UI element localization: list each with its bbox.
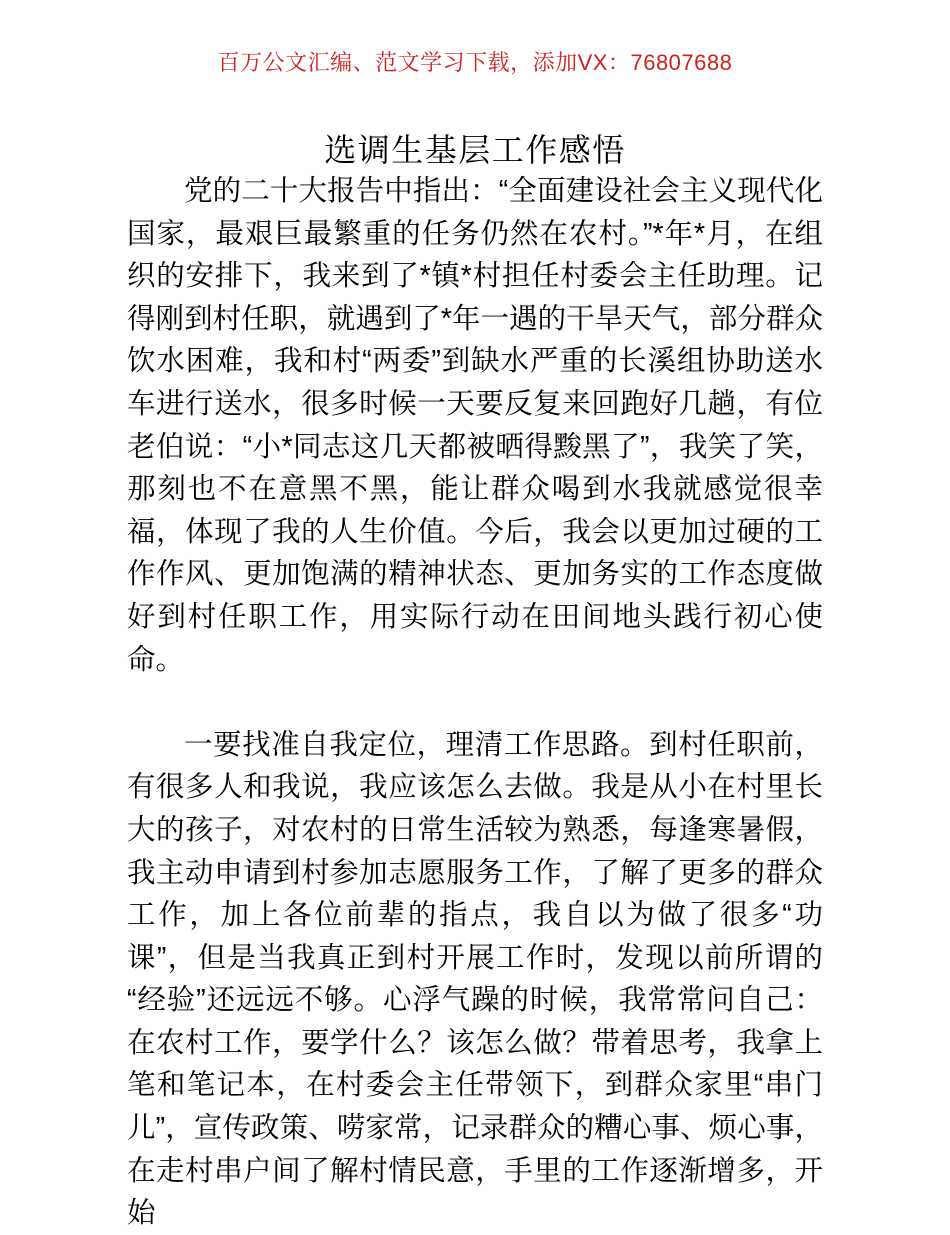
document-body	[127, 170, 823, 1235]
page-title: 选调生基层工作感悟	[324, 132, 626, 169]
promo-header-text: 百万公文汇编、范文学习下载，添加VX：76807688	[217, 50, 733, 75]
body-paragraph: 一要找准自我定位，理清工作思路。到村任职前，有很多人和我说，我应该怎么去做。我是从小在村里长大的孩子，对农村的日常生活较为熟悉，每逢寒暑假，我主动申请到村参加志愿服务工作，了解了更多的群众工作，加上各位前辈的指点，我自以为做了很多“功课”，但是当我真正到村开展工作时，发现以前所谓的“经验”还远远不够。心浮气躁的时候，我常常问自己：在农村工作，要学什么？该怎么做？带着思考，我拿上笔和笔记本，在村委会主任带领下，到群众家里“串门儿”，宣传政策、唠家常，记录群众的糟心事、烦心事，在走村串户间了解村情民意，手里的工作逐渐增多，开始	[127, 728, 823, 1230]
body-paragraph: 党的二十大报告中指出：“全面建设社会主义现代化国家，最艰巨最繁重的任务仍然在农村。”*年*月，在组织的安排下，我来到了*镇*村担任村委会主任助理。记得刚到村任职，就遇到了*年一遇的干旱天气，部分群众饮水困难，我和村“两委”到缺水严重的长溪组协助送水车进行送水，很多时候一天要反复来回跑好几趟，有位老伯说：“小*同志这几天都被晒得黢黑了”，我笑了笑，那刻也不在意黑不黑，能让群众喝到水我就感觉很幸福，体现了我的人生价值。今后，我会以更加过硬的工作作风、更加饱满的精神状态、更加务实的工作态度做好到村任职工作，用实际行动在田间地头践行初心使命。	[127, 175, 823, 676]
